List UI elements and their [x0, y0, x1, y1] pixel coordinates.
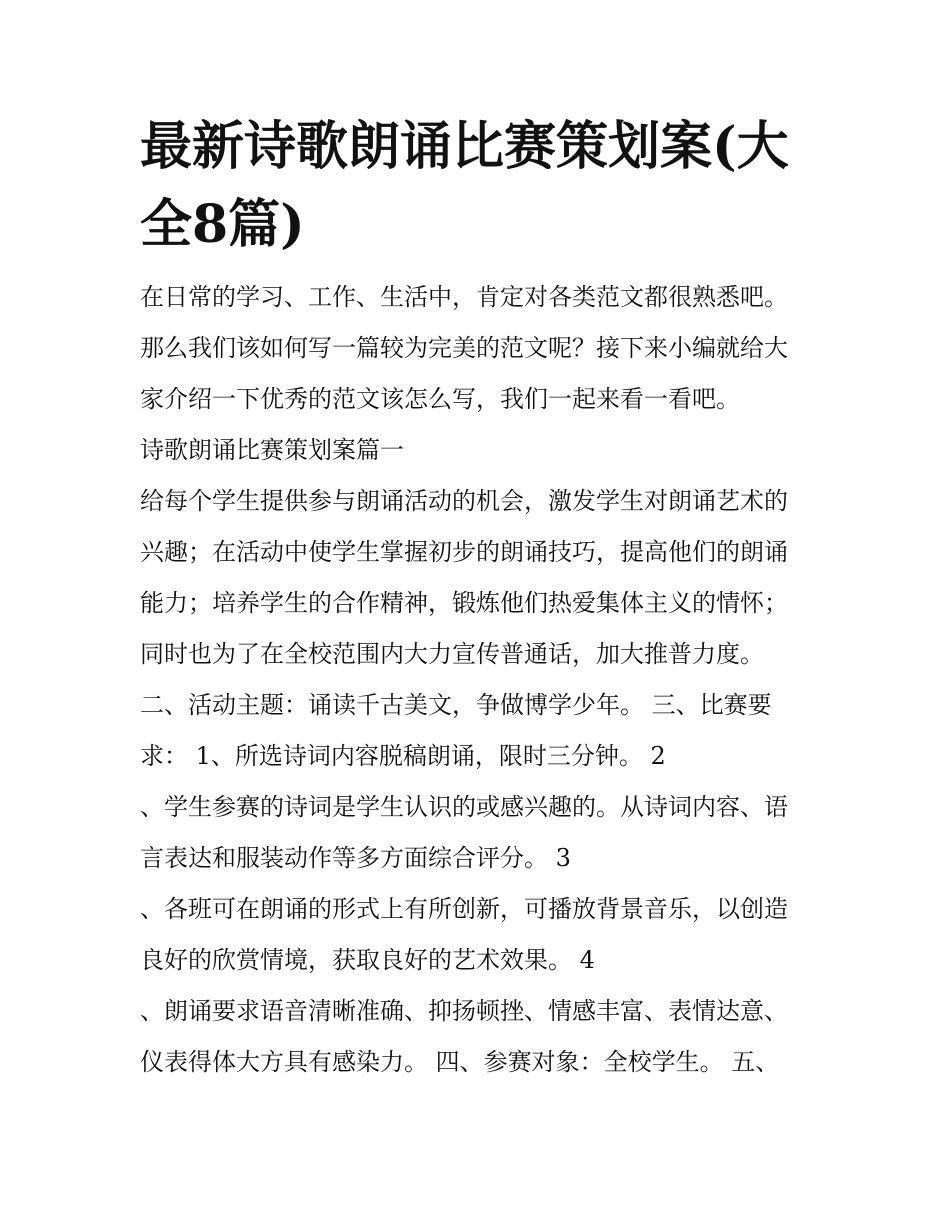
- body-line: 二、活动主题：诵读千古美文，争做博学少年。 三、比赛要: [140, 691, 772, 719]
- document-title: 最新诗歌朗诵比赛策划案(大全8篇): [140, 116, 789, 255]
- body-line: 良好的欣赏情境，获取良好的艺术效果。 4: [140, 946, 595, 974]
- body-line: 求： 1、所选诗词内容脱稿朗诵，限时三分钟。 2: [140, 742, 666, 770]
- body-line: 、学生参赛的诗词是学生认识的或感兴趣的。从诗词内容、语: [140, 793, 788, 821]
- body-line: 兴趣；在活动中使学生掌握初步的朗诵技巧，提高他们的朗诵: [140, 538, 788, 566]
- body-line: 给每个学生提供参与朗诵活动的机会，激发学生对朗诵艺术的: [140, 487, 788, 515]
- body-line: 同时也为了在全校范围内大力宣传普通话，加大推普力度。: [140, 640, 764, 668]
- body-line: 在日常的学习、工作、生活中，肯定对各类范文都很熟悉吧。: [140, 283, 788, 311]
- section-heading: 诗歌朗诵比赛策划案篇一: [140, 436, 404, 464]
- body-line: 家介绍一下优秀的范文该怎么写，我们一起来看一看吧。: [140, 385, 740, 413]
- document-body: [140, 272, 820, 1088]
- body-line: 言表达和服装动作等多方面综合评分。 3: [140, 844, 571, 872]
- body-line: 仪表得体大方具有感染力。 四、参赛对象：全校学生。 五、: [140, 1048, 780, 1076]
- body-line: 能力；培养学生的合作精神，锻炼他们热爱集体主义的情怀；: [140, 589, 788, 617]
- body-line: 、朗诵要求语音清晰准确、抑扬顿挫、情感丰富、表情达意、: [140, 997, 788, 1025]
- body-line: 、各班可在朗诵的形式上有所创新，可播放背景音乐，以创造: [140, 895, 788, 923]
- body-line: 那么我们该如何写一篇较为完美的范文呢？接下来小编就给大: [140, 334, 788, 362]
